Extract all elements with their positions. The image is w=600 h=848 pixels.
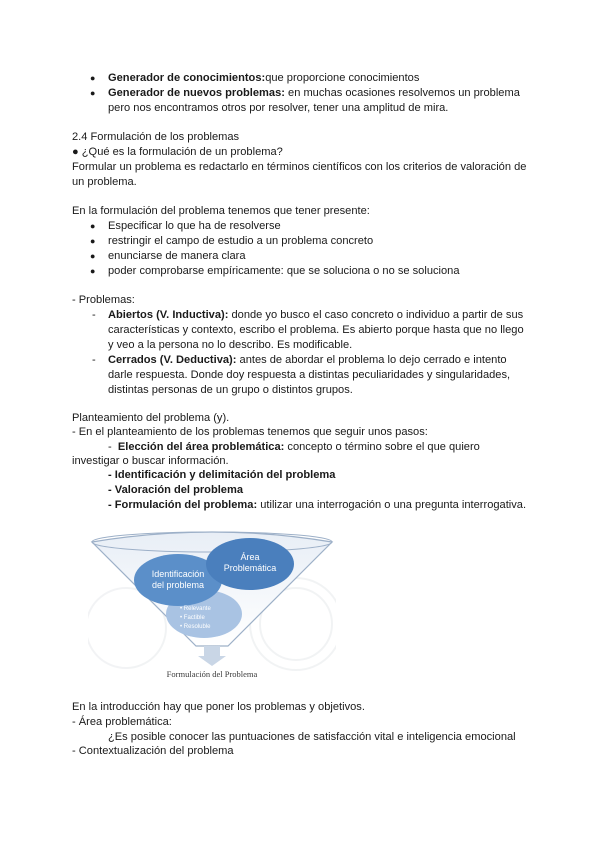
- list-item: Abiertos (V. Inductiva): donde yo busco el caso concreto o individuo a partir de sus: [108, 309, 524, 321]
- list-item: restringir el campo de estudio a un problema concreto: [108, 235, 374, 247]
- criteria-item: • Relevante: [180, 606, 211, 612]
- list-item-continuation: pero nos encontramos otros por resolver, tener una amplitud de mira.: [108, 102, 449, 114]
- bullet-dot: ●: [90, 251, 96, 261]
- step-item: - Valoración del problema: [108, 484, 244, 496]
- step-item: - Formulación del problema: utilizar una interrogación o una pregunta interrogativa.: [108, 499, 527, 511]
- bullet-dot: ●: [90, 221, 96, 231]
- criteria-item: • Factible: [180, 615, 205, 621]
- paragraph: - Área problemática:: [72, 716, 172, 728]
- list-item-continuation: y veo a la persona no lo describo. Es modificable.: [108, 339, 353, 351]
- list-item: enunciarse de manera clara: [108, 250, 246, 262]
- identificacion-label: Identificación: [151, 569, 205, 579]
- identificacion-label: del problema: [151, 580, 205, 590]
- bullet-dot: ●: [90, 236, 96, 246]
- question-line: ● ¿Qué es la formulación de un problema?: [72, 146, 283, 158]
- paragraph: - Problemas:: [72, 294, 135, 306]
- paragraph: - Contextualización del problema: [72, 745, 234, 757]
- dash-marker: -: [92, 354, 96, 366]
- bullet-dot: ●: [90, 266, 96, 276]
- list-item-continuation: distintas personas de un grupo o distintos grupos.: [108, 384, 353, 396]
- area-label: Problemática: [223, 563, 277, 573]
- funnel-diagram: [88, 528, 336, 680]
- bullet-dot: ●: [90, 73, 96, 83]
- paragraph: En la introducción hay que poner los problemas y objetivos.: [72, 701, 365, 713]
- list-item: poder comprobarse empíricamente: que se soluciona o no se soluciona: [108, 265, 460, 277]
- funnel-arrow: [198, 646, 226, 666]
- section-heading: 2.4 Formulación de los problemas: [72, 131, 240, 143]
- paragraph: - En el planteamiento de los problemas tenemos que seguir unos pasos:: [72, 426, 428, 438]
- definition-line: un problema.: [72, 176, 137, 188]
- step-item: - Elección del área problemática: concepto o término sobre el que quiero: [108, 441, 480, 453]
- paragraph-title: Planteamiento del problema (y).: [72, 412, 230, 424]
- definition-line: Formular un problema es redactarlo en términos científicos con los criterios de valoración de: [72, 161, 527, 173]
- dash-marker: -: [92, 309, 96, 321]
- paragraph: En la formulación del problema tenemos que tener presente:: [72, 205, 370, 217]
- question-line: ¿Es posible conocer las puntuaciones de satisfacción vital e inteligencia emocional: [108, 731, 516, 743]
- area-label: Área: [240, 552, 260, 562]
- bullet-dot: ●: [90, 88, 96, 98]
- list-item-continuation: características y contexto, escribo el problema. Es abierto porque hasta que no llego: [108, 324, 524, 336]
- list-item: Especificar lo que ha de resolverse: [108, 220, 281, 232]
- list-item: Generador de nuevos problemas: en muchas ocasiones resolvemos un problema: [108, 87, 520, 99]
- funnel-bottom-label: Formulación del Problema: [166, 669, 258, 679]
- step-continuation: investigar o buscar información.: [72, 455, 229, 467]
- list-item: Generador de conocimientos:que proporcione conocimientos: [108, 72, 420, 84]
- list-item: Cerrados (V. Deductiva): antes de abordar el problema lo dejo cerrado e intento: [108, 354, 507, 366]
- criteria-item: • Resoluble: [180, 624, 211, 630]
- list-item-continuation: darle respuesta. Donde doy respuesta a distintas peculiaridades y singularidades,: [108, 369, 511, 381]
- step-item: - Identificación y delimitación del problema: [108, 469, 336, 481]
